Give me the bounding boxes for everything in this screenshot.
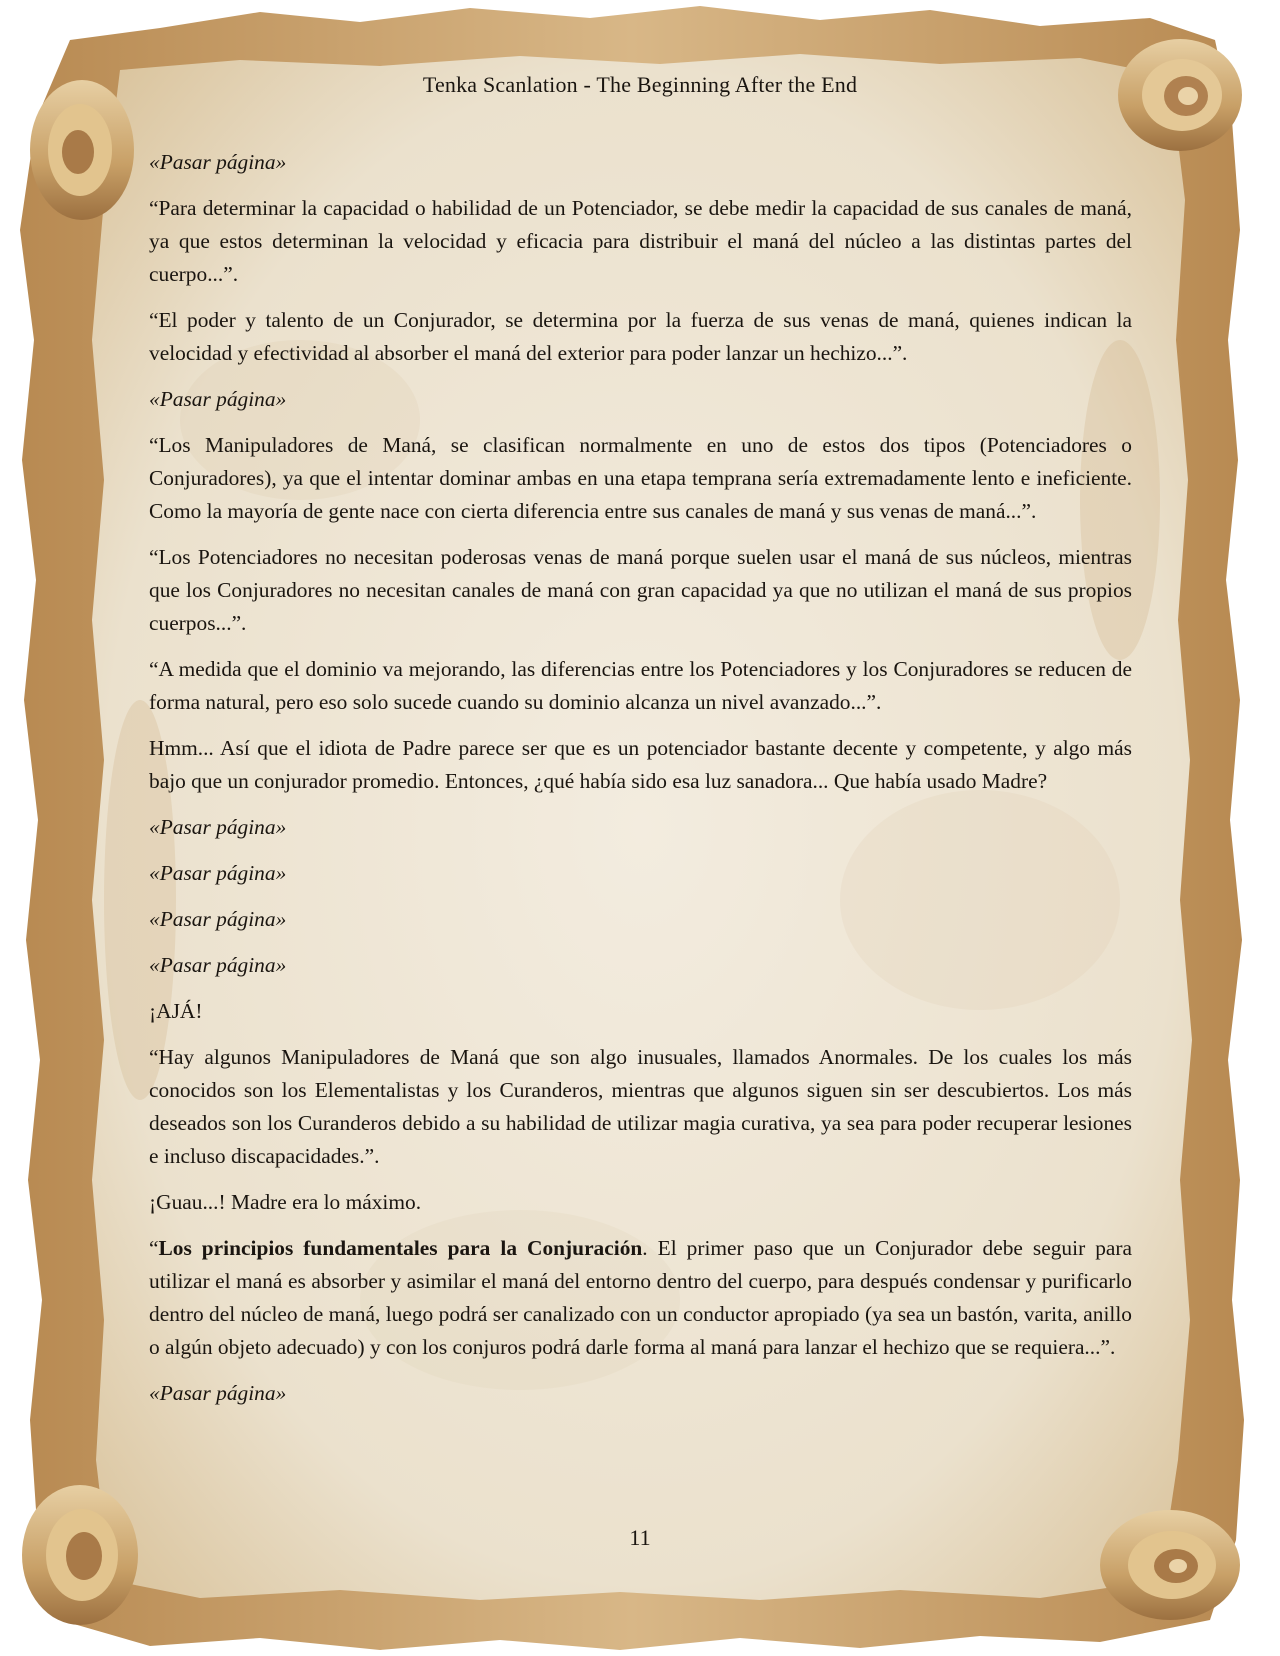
paragraph: “A medida que el dominio va mejorando, las diferencias entre los Potenciadores y los Conjuradores se reducen de forma natural, pero eso solo sucede cuando su dominio alcanza un nivel avanzado...”. — [149, 657, 1132, 714]
scroll-curl-top-left — [30, 80, 134, 220]
paragraph-turn-page: «Pasar página» — [149, 150, 287, 174]
scroll-curl-bottom-left — [22, 1485, 138, 1625]
paragraph-exclamation: ¡AJÁ! — [149, 999, 203, 1023]
paragraph-turn-page: «Pasar página» — [149, 907, 287, 931]
paragraph-turn-page: «Pasar página» — [149, 953, 287, 977]
bold-heading-text: Los principios fundamentales para la Conjuración — [158, 1236, 643, 1260]
paragraph: “Los Potenciadores no necesitan poderosas venas de maná porque suelen usar el maná de sus núcleos, mientras que los Conjuradores no necesitan canales de maná con gran capacidad ya que no utilizan el maná de sus propios cuerpos...”. — [149, 545, 1132, 635]
paragraph: “Los Manipuladores de Maná, se clasifican normalmente en uno de estos dos tipos (Potenciadores o Conjuradores), ya que el intentar dominar ambas en una etapa temprana sería extremadamente lento e ineficiente. Como la mayoría de gente nace con cierta diferencia entre sus canales de maná y sus venas de maná...”. — [149, 433, 1132, 523]
paragraph-turn-page: «Pasar página» — [149, 387, 287, 411]
paragraph-turn-page: «Pasar página» — [149, 1381, 287, 1405]
paragraph-turn-page: «Pasar página» — [149, 815, 287, 839]
paragraph: ¡Guau...! Madre era lo máximo. — [149, 1190, 422, 1214]
paragraph: “Para determinar la capacidad o habilidad de un Potenciador, se debe medir la capacidad de sus canales de maná, ya que estos determinan la velocidad y eficacia para distribuir el maná del núcleo a las distintas partes del cuerpo...”. — [149, 196, 1132, 286]
paragraph-conjuration-principles — [149, 1232, 1132, 1364]
paragraph-rest: . El primer paso que un Conjurador debe seguir para utilizar el maná es absorber y asimilar el maná del entorno dentro del cuerpo, para después condensar y purificarlo dentro del núcleo de maná, luego podrá ser canalizado con un conductor apropiado (ya sea un bastón, varita, anillo o algún objeto adecuado) y con los conjuros podrá darle forma al maná para lanzar el hechizo que se requiera...”. — [149, 1236, 1132, 1359]
quote-open: “ — [149, 1236, 159, 1260]
paragraph: Hmm... Así que el idiota de Padre parece ser que es un potenciador bastante decente y competente, y algo más bajo que un conjurador promedio. Entonces, ¿qué había sido esa luz sanadora... Que había usado Madre? — [149, 736, 1132, 793]
paragraph: “Hay algunos Manipuladores de Maná que son algo inusuales, llamados Anormales. De los cuales los más conocidos son los Elementalistas y los Curanderos, mientras que algunos siguen sin ser descubiertos. Los más deseados son los Curanderos debido a su habilidad de utilizar magia curativa, ya sea para poder recuperar lesiones e incluso discapacidades.”. — [149, 1045, 1132, 1168]
page-header-title: Tenka Scanlation - The Beginning After the End — [422, 72, 858, 97]
paragraph-turn-page: «Pasar página» — [149, 861, 287, 885]
paragraph: “El poder y talento de un Conjurador, se determina por la fuerza de sus venas de maná, quienes indican la velocidad y efectividad al absorber el maná del exterior para poder lanzar un hechizo...”. — [149, 308, 1132, 365]
page-number: 11 — [629, 1525, 651, 1550]
document-body — [149, 146, 1132, 1423]
